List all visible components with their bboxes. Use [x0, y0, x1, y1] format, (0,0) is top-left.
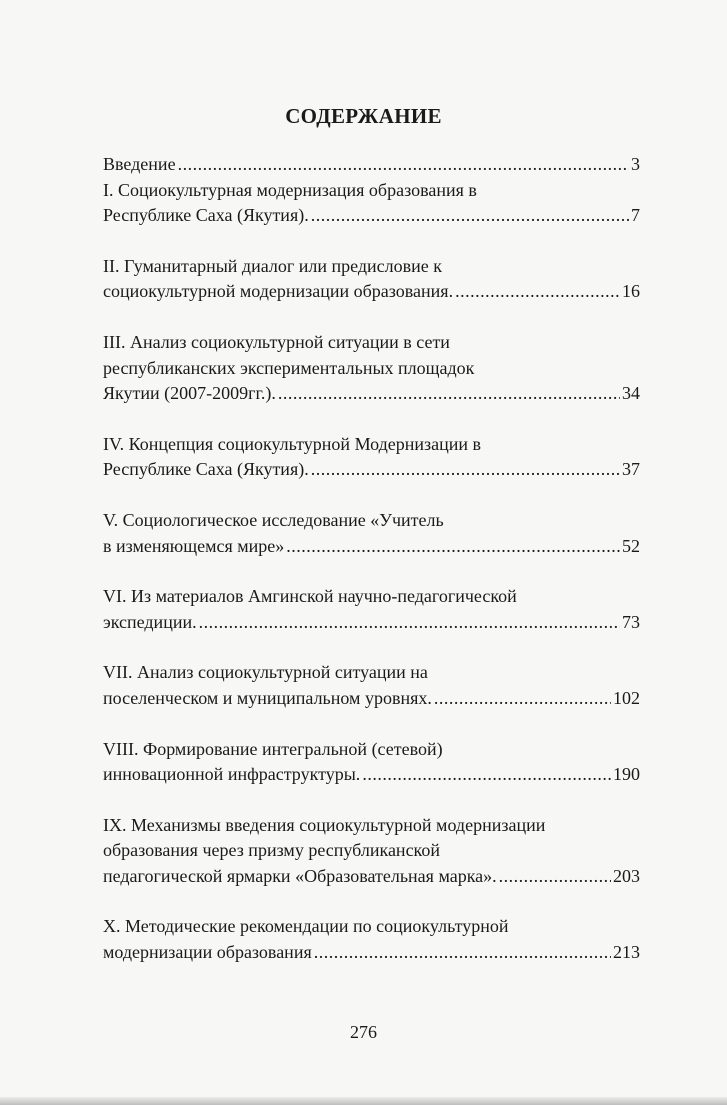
toc-entry-text: поселенческом и муниципальном уровнях. — [103, 687, 432, 708]
toc-entry[interactable] — [103, 152, 640, 178]
dot-leader — [499, 864, 611, 890]
toc-entry-page-number: 213 — [613, 942, 640, 963]
dot-leader — [311, 203, 629, 229]
dot-leader — [286, 534, 620, 560]
toc-entry-text: IV. Концепция социокультурной Модернизации в — [103, 433, 482, 454]
entry-spacer — [103, 483, 640, 508]
entry-spacer — [103, 635, 640, 660]
toc-entry-page-number: 3 — [631, 154, 640, 174]
dot-leader — [199, 610, 620, 636]
page-edge-shadow — [0, 1097, 727, 1105]
toc-entry-page-number: 16 — [622, 281, 640, 302]
dot-leader — [434, 686, 611, 712]
page-number: 276 — [350, 1022, 377, 1042]
toc-entry-page-number: 34 — [622, 383, 640, 404]
toc-entry-line — [103, 838, 640, 864]
toc-entry-text: VIII. Формирование интегральной (сетевой) — [103, 738, 443, 759]
toc-entry-text: VII. Анализ социокультурной ситуации на — [103, 662, 428, 683]
toc-entry-line — [103, 864, 640, 890]
toc-entry-line — [103, 152, 640, 178]
toc-entry-text: республиканских экспериментальных площадок — [103, 357, 475, 378]
toc-entry-line — [103, 508, 640, 534]
toc-entry[interactable] — [103, 254, 640, 305]
entry-spacer — [103, 229, 640, 254]
toc-entry-line — [103, 203, 640, 229]
toc-entry-line — [103, 356, 640, 382]
toc-entry-line — [103, 432, 640, 458]
toc-entry-line — [103, 813, 640, 839]
toc-entry-text: VI. Из материалов Амгинской научно-педагогической — [103, 586, 517, 607]
toc-entry-line — [103, 381, 640, 407]
dot-leader — [314, 940, 611, 966]
toc-entry-line — [103, 457, 640, 483]
toc-entry-page-number: 203 — [613, 865, 640, 886]
toc-entry-line — [103, 178, 640, 204]
toc-entry[interactable] — [103, 330, 640, 407]
toc-entry-text: III. Анализ социокультурной ситуации в сети — [103, 331, 450, 352]
toc-entry-line — [103, 660, 640, 686]
toc-entry-text: модернизации образования — [103, 942, 312, 963]
toc-entry-text: педагогической ярмарки «Образовательная марка». — [103, 865, 497, 886]
entry-spacer — [103, 559, 640, 584]
toc-entry-text: I. Социокультурная модернизация образования в — [103, 179, 477, 200]
toc-entry-text: IX. Механизмы введения социокультурной модернизации — [103, 814, 546, 835]
toc-entry-text: социокультурной модернизации образования. — [103, 281, 454, 302]
toc-entry-line — [103, 762, 640, 788]
dot-leader — [362, 762, 611, 788]
dot-leader — [178, 152, 629, 178]
toc-entry-line — [103, 534, 640, 560]
toc-entry[interactable] — [103, 914, 640, 965]
toc-entry-line — [103, 330, 640, 356]
entry-spacer — [103, 305, 640, 330]
toc-entry-line — [103, 914, 640, 940]
toc-entry-page-number: 190 — [613, 764, 640, 785]
toc-entry-page-number: 102 — [613, 687, 640, 708]
toc-entry-line — [103, 737, 640, 763]
toc-entry-page-number: 37 — [622, 459, 640, 480]
entry-spacer — [103, 407, 640, 432]
toc-entry[interactable] — [103, 737, 640, 788]
dot-leader — [455, 279, 620, 305]
toc-entry-line — [103, 254, 640, 280]
toc-entry-line — [103, 940, 640, 966]
entry-spacer — [103, 712, 640, 737]
toc-entry-text: Республике Саха (Якутия). — [103, 459, 309, 480]
toc-entry[interactable] — [103, 813, 640, 890]
toc-entry[interactable] — [103, 178, 640, 229]
toc-entry[interactable] — [103, 584, 640, 635]
entry-spacer — [103, 889, 640, 914]
toc-entry-text: экспедиции. — [103, 611, 197, 632]
page-title: СОДЕРЖАНИЕ — [285, 104, 442, 128]
toc-entry-text: II. Гуманитарный диалог или предисловие к — [103, 255, 442, 276]
toc-entry-text: в изменяющемся мире» — [103, 535, 285, 556]
toc-entry-text: V. Социологическое исследование «Учитель — [103, 509, 444, 530]
toc-entry-text: Якутии (2007-2009гг.). — [103, 383, 276, 404]
toc-entry-line — [103, 279, 640, 305]
toc-entry-line — [103, 584, 640, 610]
toc-entry-text: Введение — [103, 154, 176, 174]
toc-entry-text: X. Методические рекомендации по социокультурной — [103, 916, 509, 937]
toc-entry-line — [103, 610, 640, 636]
toc-entry-text: образования через призму республиканской — [103, 840, 441, 861]
table-of-contents — [103, 152, 640, 966]
toc-entry-page-number: 73 — [622, 611, 640, 632]
toc-entry-line — [103, 686, 640, 712]
dot-leader — [311, 457, 620, 483]
toc-entry[interactable] — [103, 508, 640, 559]
toc-entry-page-number: 7 — [631, 205, 640, 226]
toc-entry-text: Республике Саха (Якутия). — [103, 205, 309, 226]
toc-entry-text: инновационной инфраструктуры. — [103, 764, 361, 785]
entry-spacer — [103, 788, 640, 813]
dot-leader — [278, 381, 620, 407]
toc-entry[interactable] — [103, 432, 640, 483]
toc-entry[interactable] — [103, 660, 640, 711]
toc-entry-page-number: 52 — [622, 535, 640, 556]
